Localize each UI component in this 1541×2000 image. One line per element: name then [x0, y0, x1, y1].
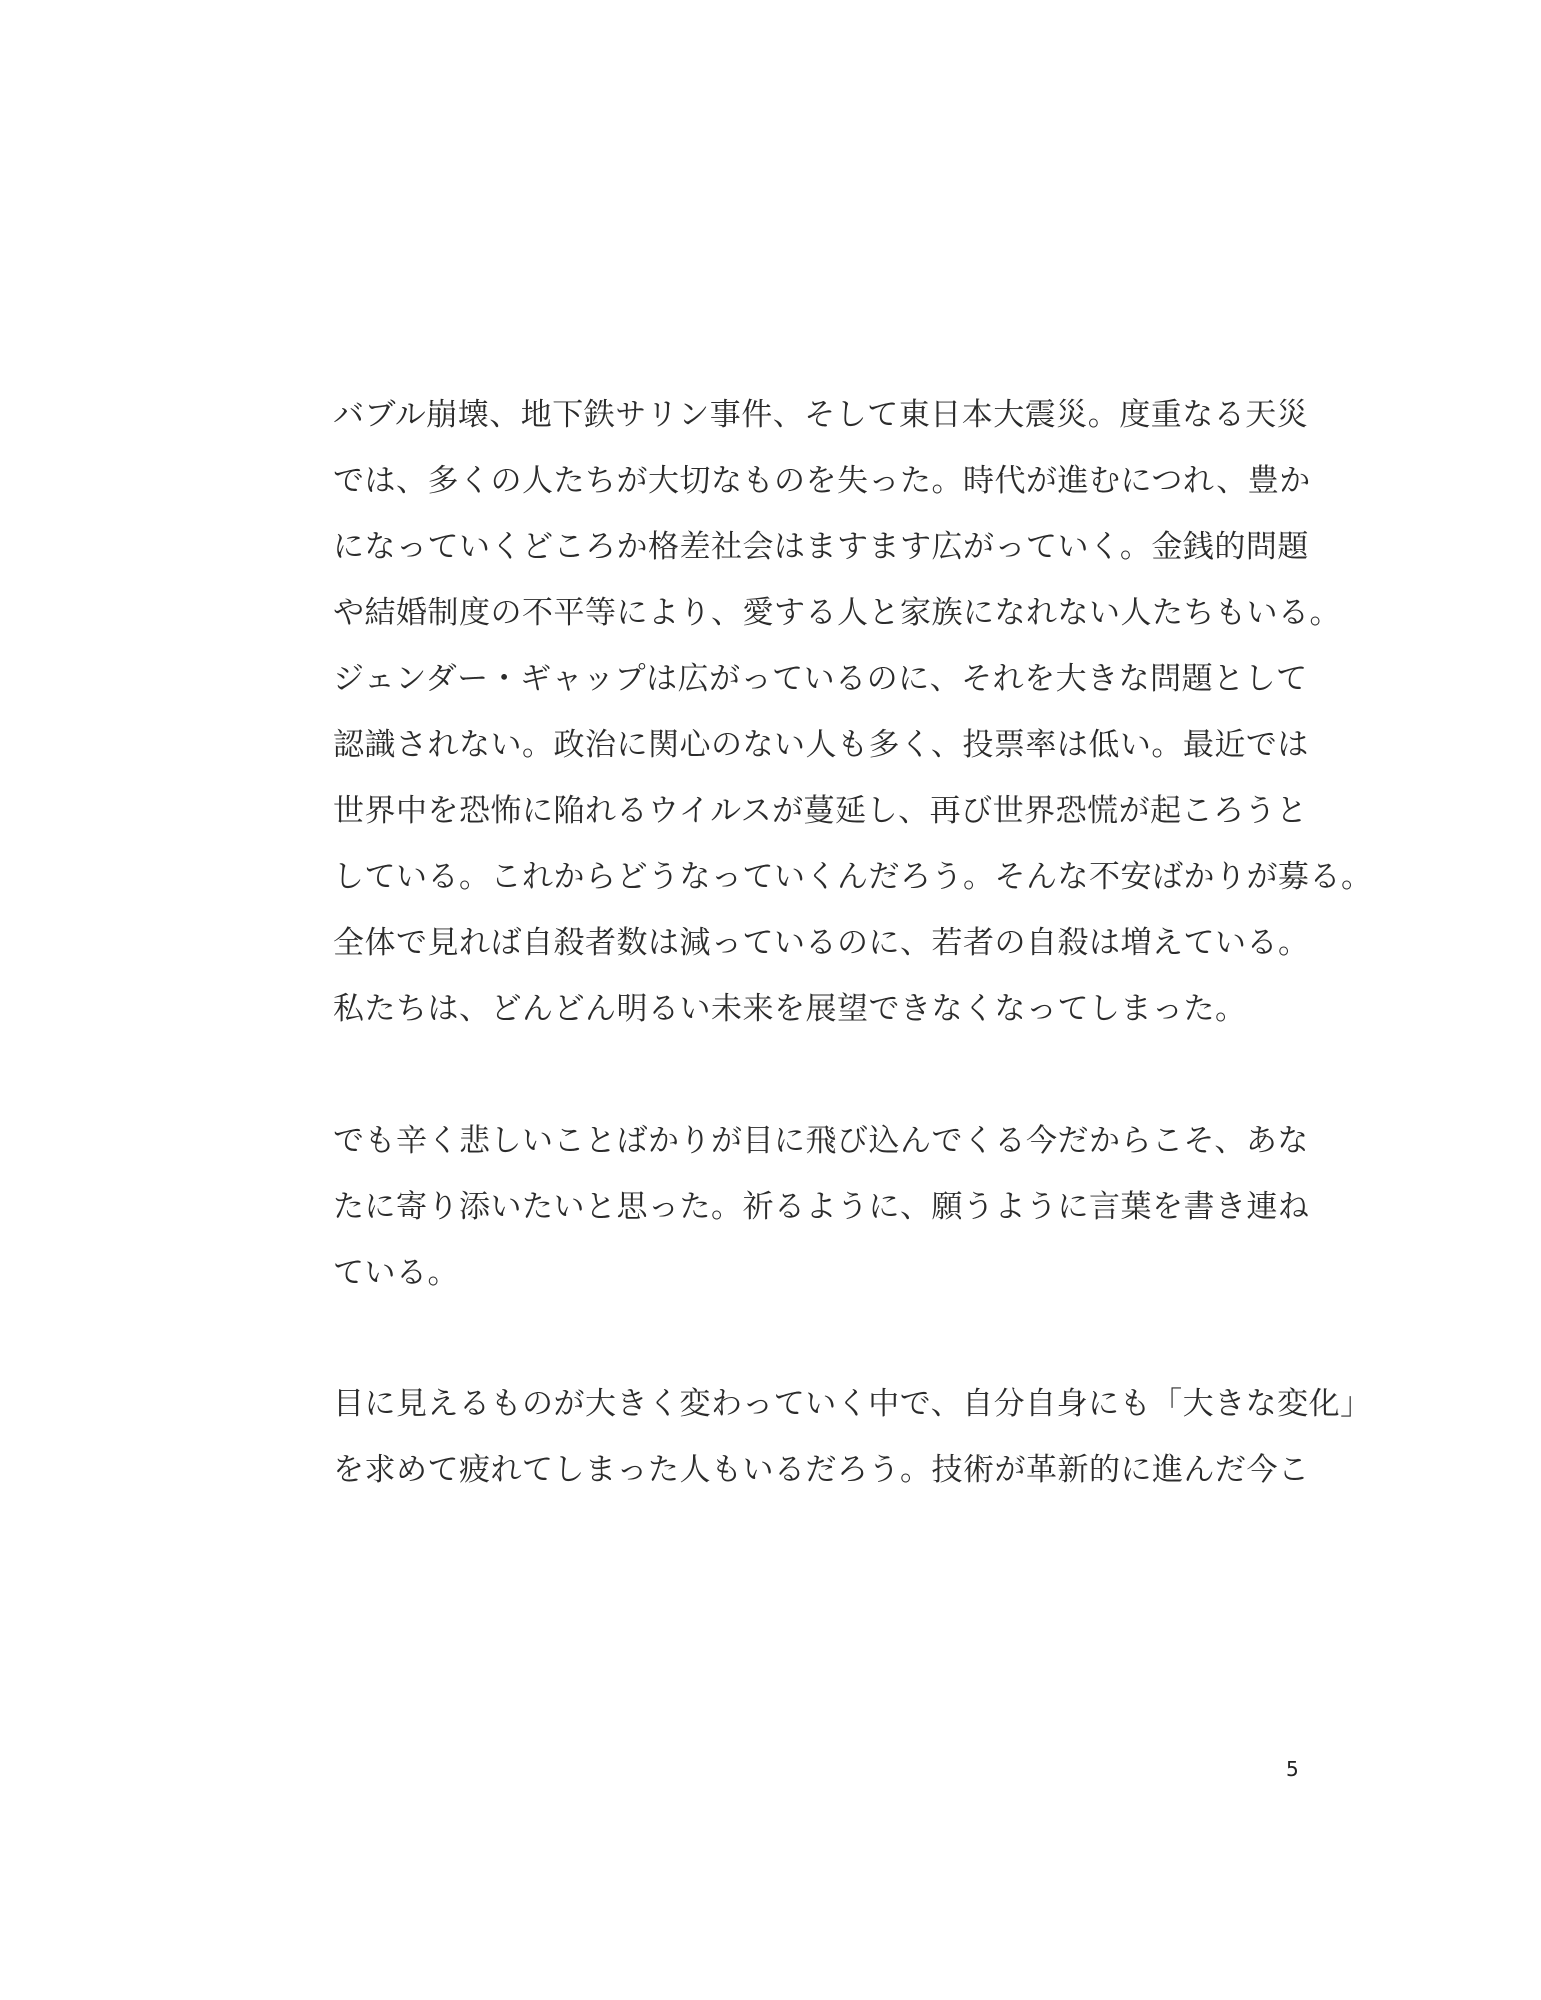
text-line: 世界中を恐怖に陥れるウイルスが蔓延し、再び世界恐慌が起ころうと: [333, 793, 1308, 829]
paragraph-3: [333, 1371, 1372, 1503]
text-line: でも辛く悲しいことばかりが目に飛び込んでくる今だからこそ、あな: [333, 1123, 1309, 1159]
text-line: や結婚制度の不平等により、愛する人と家族になれない人たちもいる。: [333, 595, 1341, 631]
text-line: では、多くの人たちが大切なものを失った。時代が進むにつれ、豊か: [333, 463, 1311, 499]
text-line: 認識されない。政治に関心のない人も多く、投票率は低い。最近では: [333, 727, 1309, 763]
text-line: バブル崩壊、地下鉄サリン事件、そして東日本大震災。度重なる天災: [333, 397, 1309, 433]
text-line: ジェンダー・ギャップは広がっているのに、それを大きな問題として: [333, 661, 1308, 697]
paragraph-1: [333, 382, 1373, 1042]
text-line: 目に見えるものが大きく変わっていく中で、自分自身にも「大きな変化」: [333, 1386, 1372, 1422]
text-line: を求めて疲れてしまった人もいるだろう。技術が革新的に進んだ今こ: [333, 1452, 1310, 1488]
text-line: になっていくどころか格差社会はますます広がっていく。金銭的問題: [333, 529, 1309, 565]
page-number: 5: [1286, 1757, 1299, 1781]
text-line: ている。: [333, 1255, 459, 1291]
text-line: 私たちは、どんどん明るい未来を展望できなくなってしまった。: [333, 991, 1247, 1027]
text-line: 全体で見れば自殺者数は減っているのに、若者の自殺は増えている。: [333, 925, 1310, 961]
text-line: たに寄り添いたいと思った。祈るように、願うように言葉を書き連ね: [333, 1189, 1310, 1225]
paragraph-2: [333, 1108, 1313, 1306]
text-line: している。これからどうなっていくんだろう。そんな不安ばかりが募る。: [333, 859, 1373, 895]
